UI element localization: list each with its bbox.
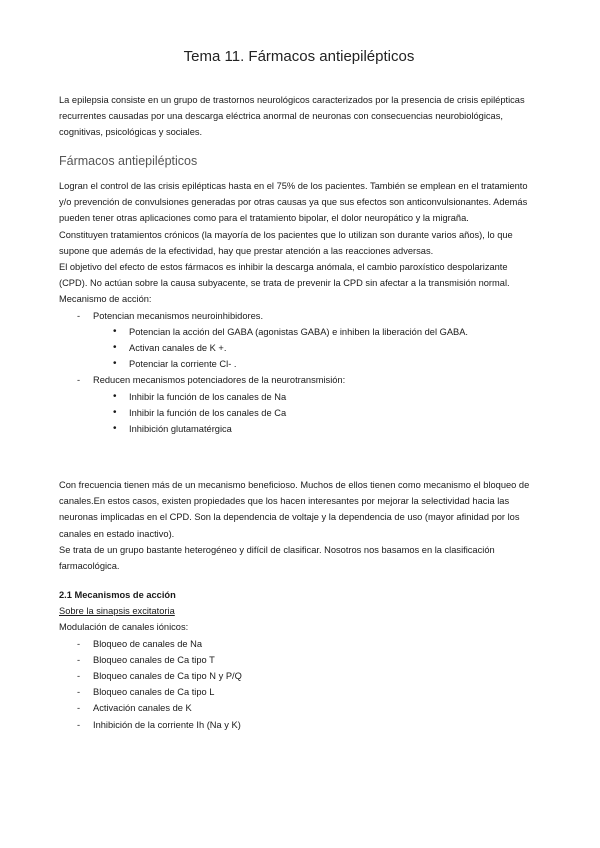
paragraph: Logran el control de las crisis epilépticas hasta en el 75% de los pacientes. También se emplean en el tratamiento y/o prevención de convulsiones generadas por otras causas ya que sus efectos son anticonvulsionantes. Además pueden tener otras aplicaciones como para el tratamiento bipolar, el dolor neuropático y la migraña. <box>59 181 528 224</box>
section-body <box>59 178 537 437</box>
list-item: - Bloqueo canales de Ca tipo N y P/Q <box>59 668 537 684</box>
mechanism-label: Mecanismo de acción: <box>59 294 152 305</box>
paragraph: Se trata de un grupo bastante heterogéneo y difícil de clasificar. Nosotros nos basamos en la clasificación farmacológica. <box>59 544 495 572</box>
paragraph: El objetivo del efecto de estos fármacos es inhibir la descarga anómala, el cambio paroxístico despolarizante (CPD). No actúan sobre la causa subyacente, se trata de prevenir la CPD sin afectar a la transmisión normal. <box>59 262 510 289</box>
paragraph: Con frecuencia tienen más de un mecanismo beneficioso. Muchos de ellos tienen como mecanismo el bloqueo de canales.En estos casos, existen propiedades que los hacen interesantes por mejorar la selectividad hacia las neuronas implicadas en el CPD. Son la dependencia de voltaje y la dependencia de uso (mayor afinidad por los canales en estado inactivo). <box>59 480 530 539</box>
list-item: - Potencian mecanismos neuroinhibidores. <box>59 308 537 324</box>
subsection-subheading: Sobre la sinapsis excitatoria <box>59 606 175 617</box>
mechanism-list <box>59 308 537 438</box>
section-body-2 <box>59 477 537 574</box>
subsection <box>59 587 537 733</box>
list-item: - Inhibición de la corriente Ih (Na y K) <box>59 717 537 733</box>
paragraph: Constituyen tratamientos crónicos (la mayoría de los pacientes que lo utilizan son durante varios años), lo que supone que además de la efectividad, hay que prestar atención a las reacciones adversas. <box>59 229 513 256</box>
list-item: • Inhibir la función de los canales de Ca <box>59 405 537 421</box>
subsection-heading: 2.1 Mecanismos de acción <box>59 590 176 600</box>
document-title: Tema 11. Fármacos antiepilépticos <box>183 48 415 65</box>
intro-paragraph: La epilepsia consiste en un grupo de trastornos neurológicos caracterizados por la presencia de crisis epilépticas recurrentes causadas por una descarga eléctrica anormal de neuronas con consecuencias neurobiológicas, cognitivas, psicológicas y sociales. <box>59 95 525 137</box>
list-item: - Bloqueo canales de Ca tipo L <box>59 684 537 700</box>
list-item: • Potencian la acción del GABA (agonistas GABA) e inhiben la liberación del GABA. <box>59 324 537 340</box>
list-item: • Inhibir la función de los canales de Na <box>59 389 537 405</box>
section-heading: Fármacos antiepilépticos <box>59 154 198 168</box>
modulation-list <box>59 636 537 733</box>
list-item: • Inhibición glutamatérgica <box>59 421 537 437</box>
list-item: - Bloqueo de canales de Na <box>59 636 537 652</box>
list-item: - Bloqueo canales de Ca tipo T <box>59 652 537 668</box>
list-item: - Activación canales de K <box>59 700 537 716</box>
list-item: • Activan canales de K +. <box>59 340 537 356</box>
list-item: • Potenciar la corriente Cl- . <box>59 356 537 372</box>
modulation-label: Modulación de canales iónicos: <box>59 622 189 633</box>
list-item: - Reducen mecanismos potenciadores de la neurotransmisión: <box>59 372 537 388</box>
